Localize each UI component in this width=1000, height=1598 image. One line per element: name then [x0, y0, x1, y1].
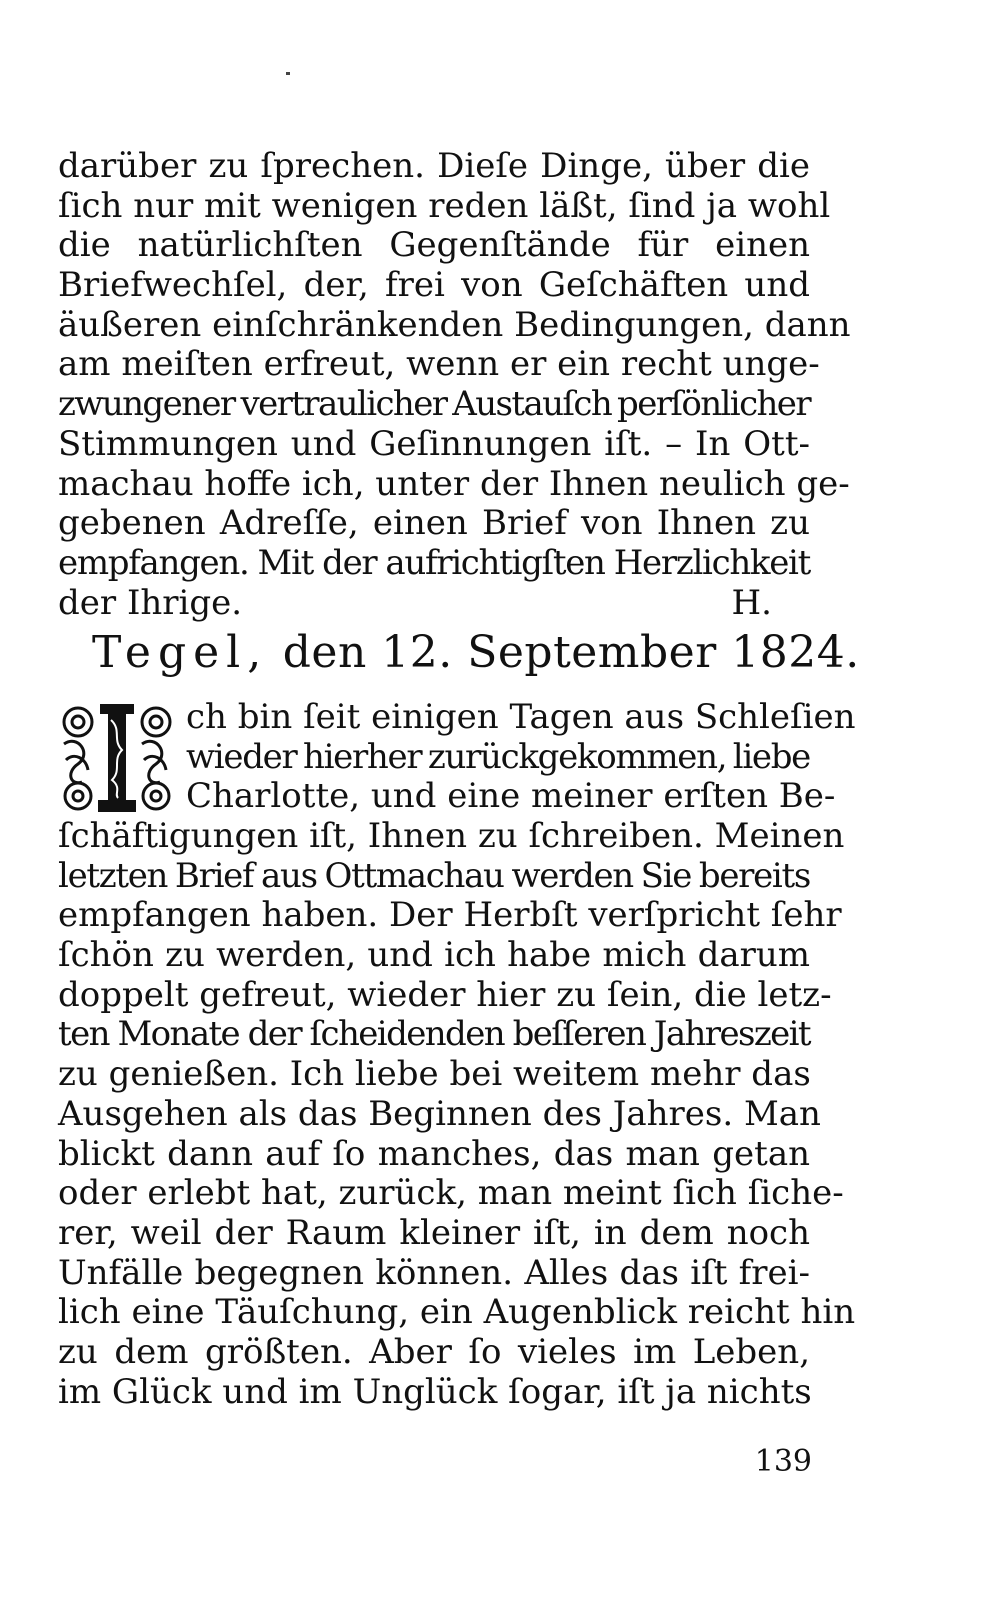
text-line: Unfälle begegnen können. Alles das iſt frei-: [58, 1252, 810, 1293]
text-line: ſchön zu werden, und ich habe mich darum: [58, 935, 810, 976]
closing-row: [58, 584, 810, 624]
heading-place: Tegel,: [92, 627, 269, 678]
text-line: zwungener vertraulicher Austauſch perſönlicher: [58, 384, 810, 425]
text-line: ch bin ſeit einigen Tagen aus Schleſien: [186, 697, 856, 737]
text-line: die natürlichſten Gegenſtände für einen: [58, 225, 810, 266]
text-line: ſich nur mit wenigen reden läßt, ſind ja wohl: [58, 185, 831, 226]
text-line: letzten Brief aus Ottmachau werden Sie bereits: [58, 855, 810, 896]
text-line: empfangen haben. Der Herbſt verſpricht ſehr: [58, 895, 842, 936]
text-line: Charlotte, und eine meiner erſten Be-: [186, 776, 836, 817]
letter-body: [58, 816, 856, 1412]
text-line: Briefwechſel, der, frei von Geſchäften und: [58, 265, 810, 306]
text-line: äußeren einſchränkenden Bedingungen, dann: [58, 304, 851, 345]
letter-heading: [92, 625, 860, 681]
indented-lines: [186, 697, 856, 817]
text-line: blickt dann auf ſo manches, das man getan: [58, 1133, 810, 1174]
text-line: doppelt gefreut, wieder hier zu ſein, die letz-: [58, 974, 832, 1015]
text-line: im Glück und im Unglück ſogar, iſt ja nichts: [58, 1371, 812, 1412]
drop-cap-letter: I: [117, 770, 118, 771]
text-line: zu dem größten. Aber ſo vieles im Leben,: [58, 1331, 810, 1372]
text-line: ſchäftigungen iſt, Ihnen zu ſchreiben. Meinen: [58, 816, 845, 856]
text-line: zu genießen. Ich liebe bei weitem mehr das: [58, 1054, 811, 1095]
text-line: Ausgehen als das Beginnen des Jahres. Man: [58, 1093, 821, 1134]
text-line: Stimmungen und Geſinnungen iſt. – In Ott-: [58, 423, 810, 464]
previous-letter-ending: [58, 146, 851, 623]
text-line: lich eine Täuſchung, ein Augenblick reicht hin: [58, 1292, 856, 1333]
print-speck: [286, 72, 290, 75]
text-line: machau hoffe ich, unter der Ihnen neulich ge-: [58, 463, 850, 504]
closing-salutation: der Ihrige.: [58, 582, 243, 623]
text-line: am meiſten erfreut, wenn er ein recht unge-: [58, 344, 820, 385]
page-number: 139: [754, 1444, 812, 1479]
text-line: ten Monate der ſcheidenden beſſeren Jahreszeit: [58, 1014, 810, 1055]
signature: H.: [731, 582, 772, 623]
text-line: rer, weil der Raum kleiner iſt, in dem noch: [58, 1212, 810, 1253]
heading-date: den 12. September 1824.: [282, 627, 860, 678]
text-line: gebenen Adreſſe, einen Brief von Ihnen zu: [58, 503, 810, 544]
ornamental-initial-icon: [56, 700, 180, 816]
text-line: wieder hierher zurückgekommen, liebe: [186, 736, 810, 777]
decorative-initial: [56, 700, 180, 816]
text-line: oder erlebt hat, zurück, man meint ſich ſiche-: [58, 1173, 844, 1214]
text-line: darüber zu ſprechen. Dieſe Dinge, über die: [58, 146, 810, 186]
text-line: empfangen. Mit der aufrichtigſten Herzlichkeit: [58, 542, 810, 583]
